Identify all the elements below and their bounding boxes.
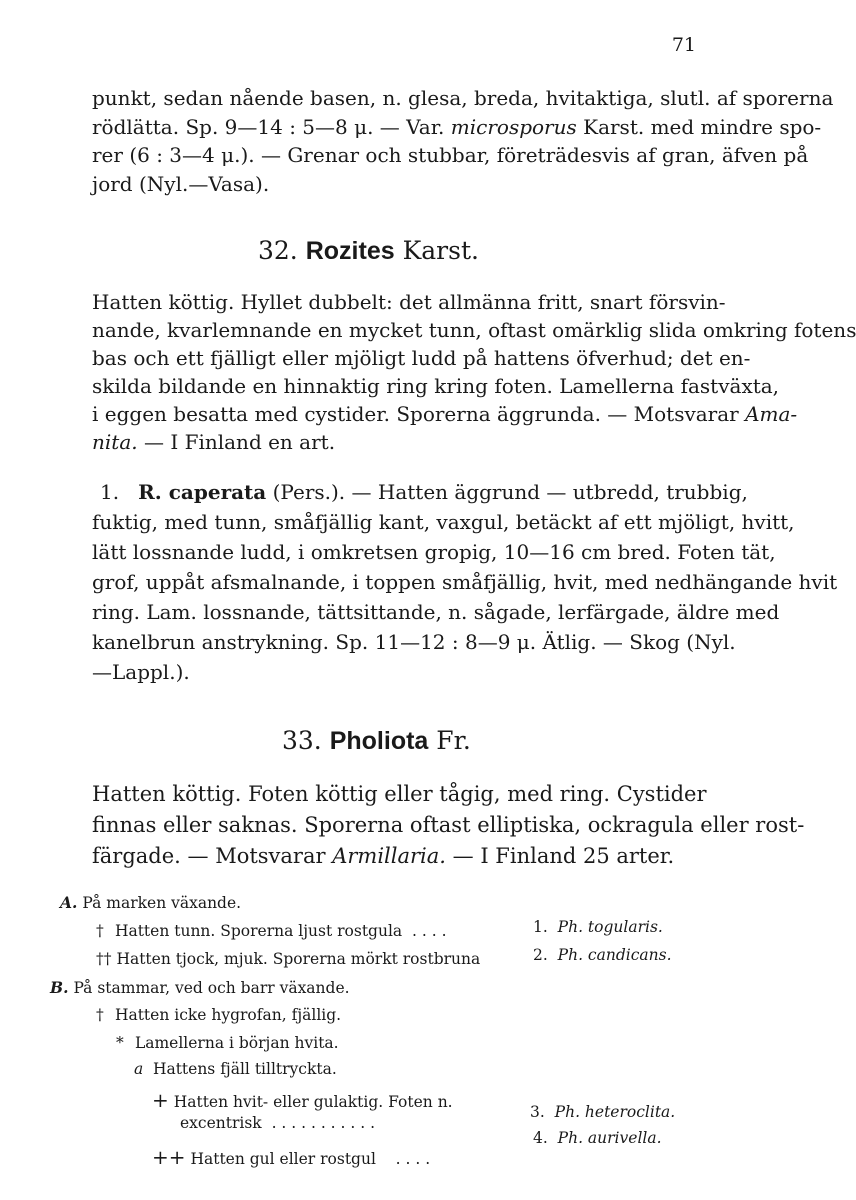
species-1-number: 1. [100,480,120,504]
key-b3-text: Hattens fjäll tilltryckta. [152,1060,337,1078]
key-a2-text: Hatten tjock, mjuk. Sporerna mörkt rostbruna [116,950,481,968]
armillaria-name: Armillaria. [332,844,446,868]
key-a1 [96,922,447,940]
section-32-title: Rozites [305,237,395,265]
intro-line-4: jord (Nyl.—Vasa). [92,172,270,196]
species-1-line-5: ring. Lam. lossnande, tättsittande, n. sågade, lerfärgade, äldre med [92,600,780,624]
variety-name: microsporus [450,115,577,139]
intro-line-2-end: Karst. med mindre spo- [576,115,822,139]
species-1-author: (Pers.). [272,480,346,504]
key-b6-symbol: ++ [152,1145,186,1169]
key-b3 [134,1060,337,1078]
key-b5-target-number: 3. [530,1103,545,1121]
species-1-line-3: lätt lossnande ludd, i omkretsen gropig, 10—16 cm bred. Foten tät, [92,540,776,564]
key-b3-symbol: a [134,1060,144,1078]
key-b2 [116,1034,339,1052]
intro-line-1: punkt, sedan nående basen, n. glesa, breda, hvitaktiga, slutl. af sporerna [92,86,834,110]
s33-line-1: Hatten köttig. Foten köttig eller tågig, med ring. Cystider [92,782,707,806]
key-b2-symbol: * [116,1034,124,1052]
s33-line-3-end: — I Finland 25 arter. [445,844,675,868]
key-b2-text: Lamellerna i början hvita. [134,1034,339,1052]
species-1-name: R. caperata [138,480,267,504]
intro-line-3: rer (6 : 3—4 μ.). — Grenar och stubbar, företrädesvis af gran, äfven på [92,143,809,167]
key-b6-target-number: 4. [533,1129,548,1147]
s32-line-4: skilda bildande en hinnaktig ring kring foten. Lamellerna fastväxta, [92,374,780,398]
key-b5-target-name: Ph. heteroclita. [554,1103,676,1121]
species-1-line-4: grof, uppåt afsmalnande, i toppen småfjällig, hvit, med nedhängande hvit [92,570,838,594]
key-a2-target [533,946,672,964]
page-number: 71 [671,34,696,56]
key-b4 [152,1088,453,1112]
key-a2-target-name: Ph. candicans. [557,946,672,964]
key-a1-text: Hatten tunn. Sporerna ljust rostgula [114,922,403,940]
key-b1 [96,1006,341,1024]
key-group-a [60,893,241,912]
species-1-line-2: fuktig, med tunn, småfjällig kant, vaxgul, betäckt af ett mjöligt, hvitt, [92,510,795,534]
key-b5-target [530,1103,675,1121]
key-b1-text: Hatten icke hygrofan, fjällig. [114,1006,342,1024]
key-b4-text: Hatten hvit- eller gulaktig. Foten n. [173,1093,453,1111]
s33-line-3-start: färgade. — Motsvarar [92,844,333,868]
amanita-part-2: nita. [92,430,138,454]
key-a1-target [533,918,663,936]
key-a1-target-name: Ph. togularis. [557,918,663,936]
key-a2 [96,950,480,968]
key-group-b [50,978,350,997]
key-b5-dots: . . . . . . . . . . . [271,1114,376,1132]
key-a-label: A. [60,893,78,912]
key-b1-symbol: † [96,1006,104,1024]
section-33-title: Pholiota [329,727,429,755]
s32-line-2: nande, kvarlemnande en mycket tunn, oftast omärklig slida omkring fotens [92,318,856,342]
key-b5 [180,1114,375,1132]
key-b4-symbol: + [152,1088,169,1112]
key-a-text: På marken växande. [82,894,242,912]
s32-line-5-start: i eggen besatta med cystider. Sporerna äggrunda. — Motsvarar [92,402,746,426]
key-b6-target-name: Ph. aurivella. [557,1129,662,1147]
species-1-line-1-end: — Hatten äggrund — utbredd, trubbig, [345,480,748,504]
s32-line-3: bas och ett fjälligt eller mjöligt ludd på hattens öfverhud; det en- [92,346,751,370]
key-a2-symbol: †† [96,950,112,968]
s32-line-1: Hatten köttig. Hyllet dubbelt: det allmänna fritt, snart försvin- [92,290,726,314]
section-33-number: 33. [282,726,322,755]
key-b6-text: Hatten gul eller rostgul [190,1150,376,1168]
species-1-line-6: kanelbrun anstrykning. Sp. 11—12 : 8—9 μ. Ätlig. — Skog (Nyl. [92,630,736,654]
key-b-text: På stammar, ved och barr växande. [73,979,350,997]
amanita-part-1: Ama- [745,402,798,426]
key-b-label: B. [50,978,69,997]
key-a1-dots: . . . . [412,922,447,940]
section-32-number: 32. [258,236,298,265]
key-b5-text: excentrisk [180,1114,262,1132]
key-b6-dots: . . . . [395,1150,431,1168]
key-a1-target-number: 1. [533,918,548,936]
s32-line-6-end: — I Finland en art. [137,430,336,454]
species-1-line-7: —Lappl.). [92,660,190,684]
key-b6 [152,1145,430,1169]
section-33-author: Fr. [436,726,471,755]
key-a1-symbol: † [96,922,104,940]
s33-line-2: finnas eller saknas. Sporerna oftast elliptiska, ockragula eller rost- [92,813,805,837]
key-a2-target-number: 2. [533,946,548,964]
section-32-author: Karst. [402,236,479,265]
key-b6-target [533,1129,662,1147]
intro-line-2-start: rödlätta. Sp. 9—14 : 5—8 μ. — Var. [92,115,451,139]
